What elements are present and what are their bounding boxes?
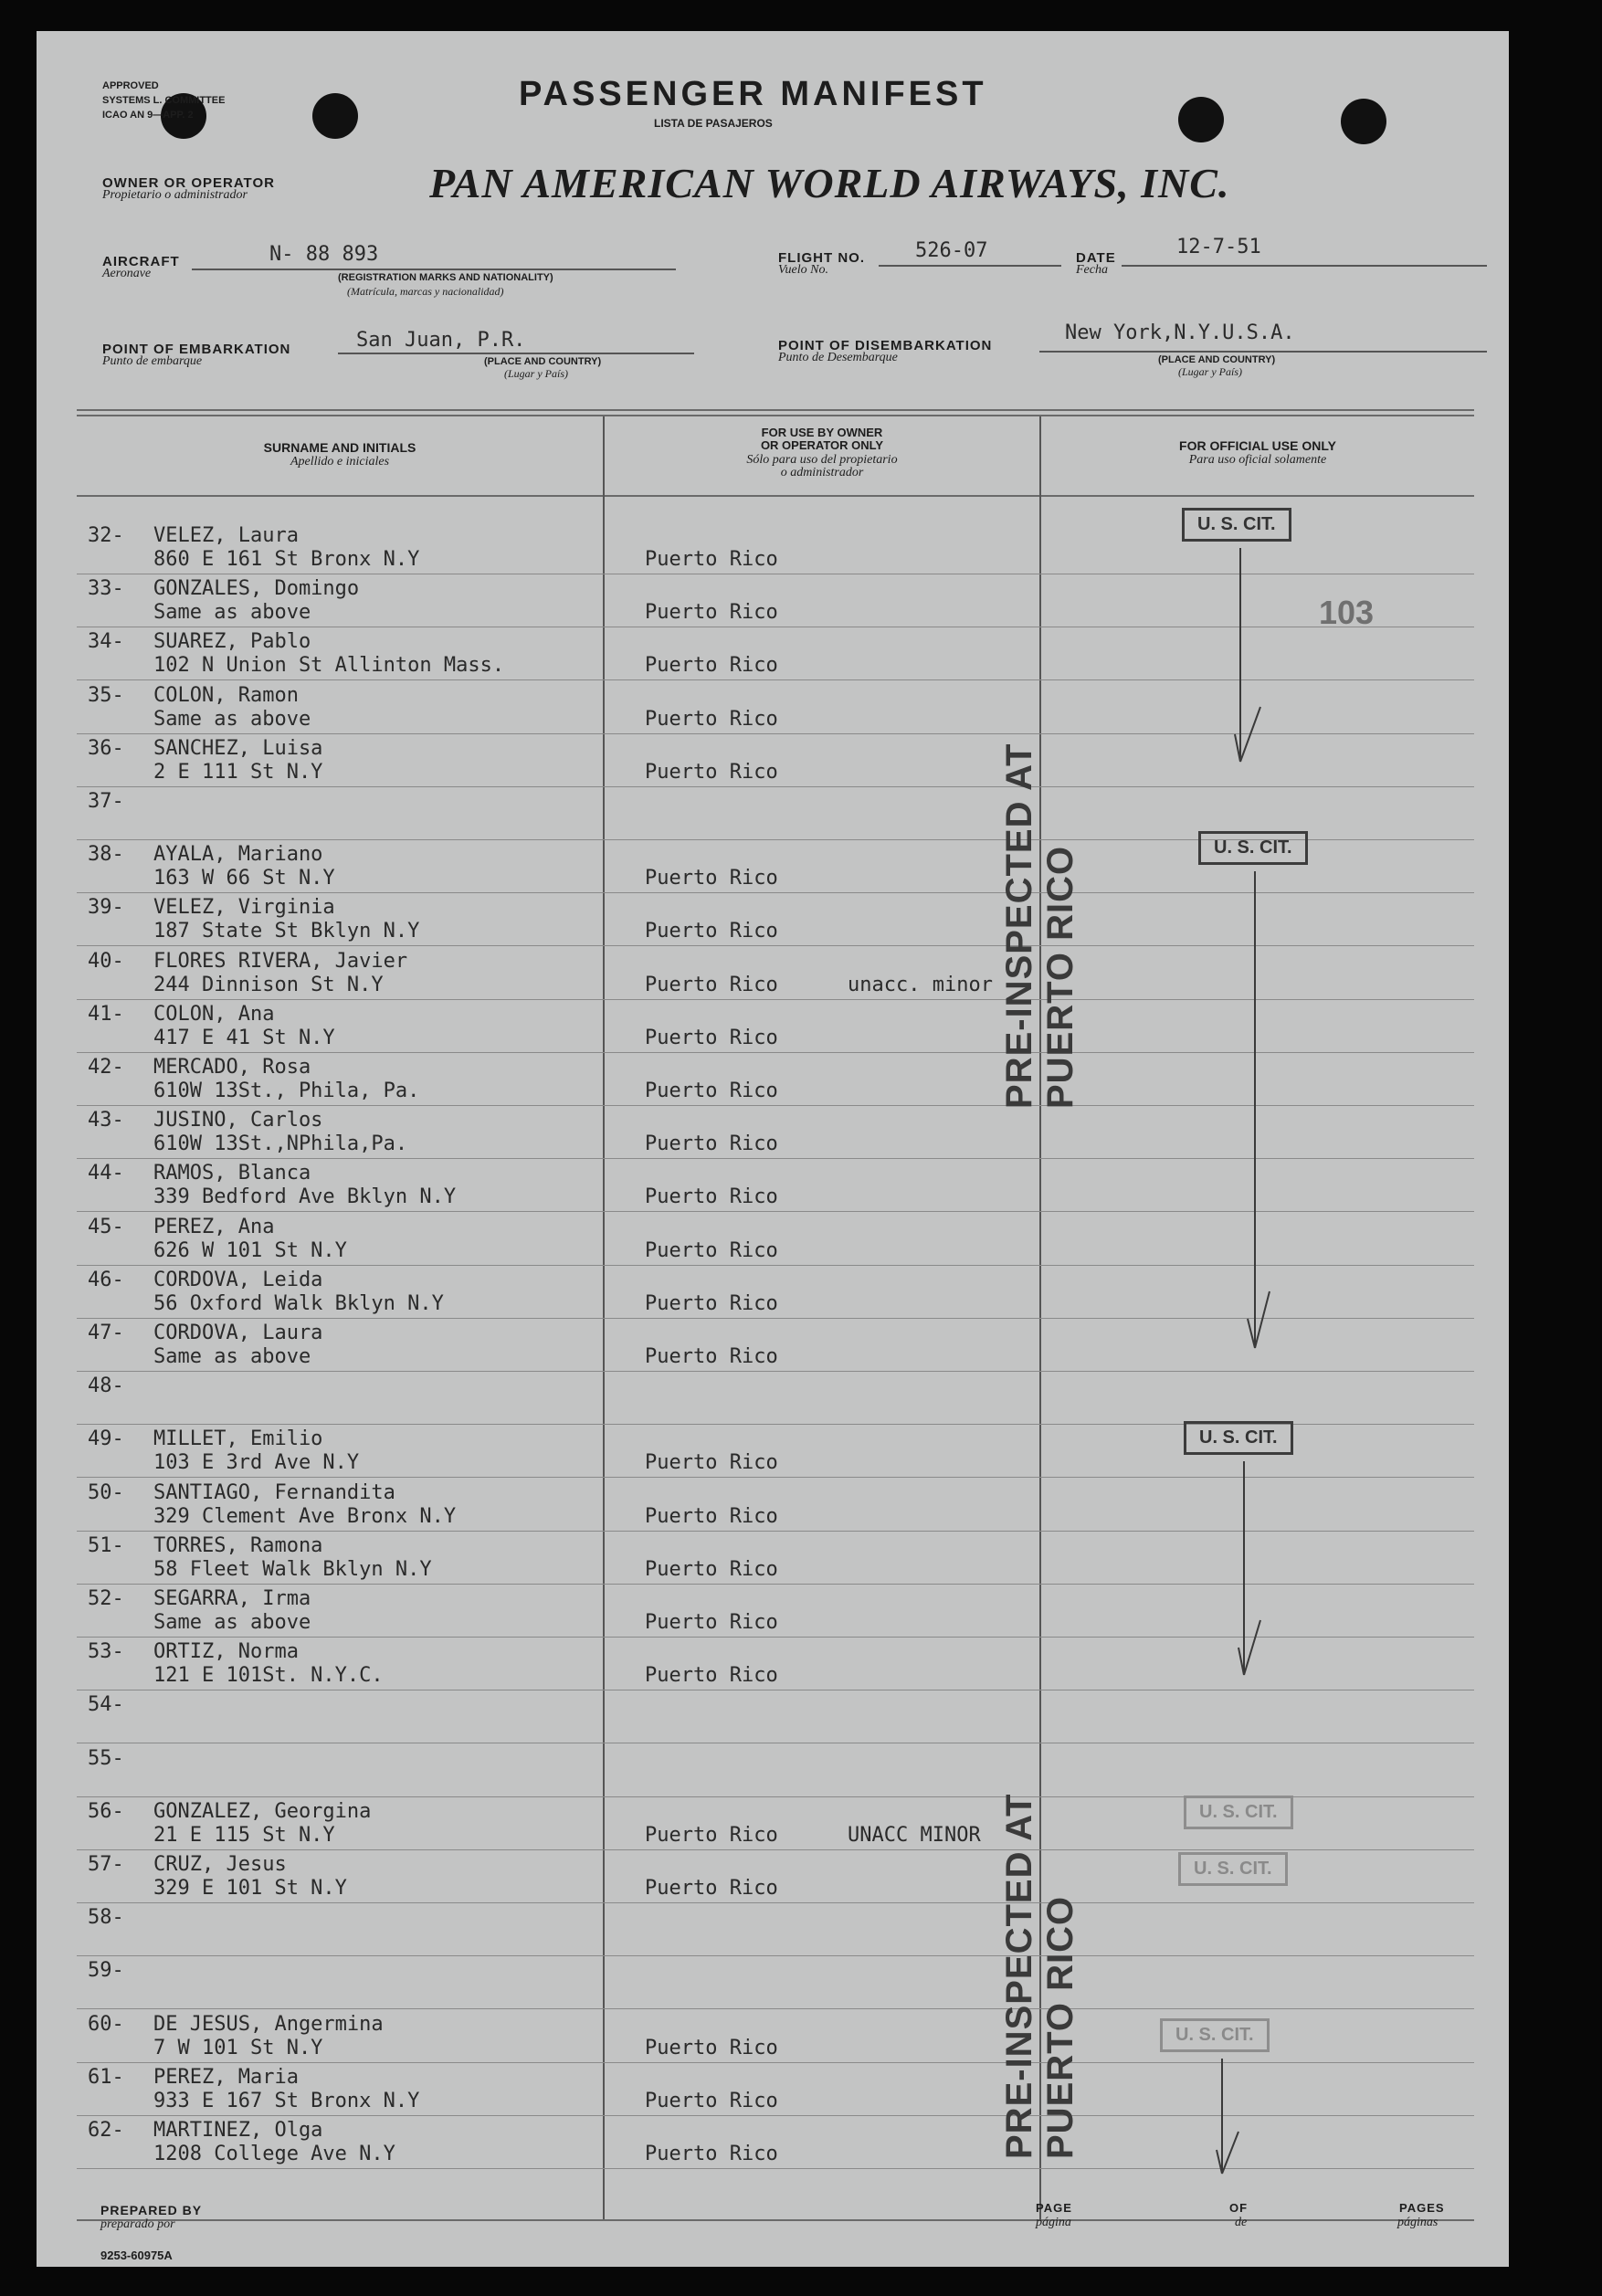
passenger-country: Puerto Rico	[645, 601, 778, 624]
row-number: 61-	[88, 2066, 124, 2089]
passenger-address: 626 W 101 St N.Y	[153, 1239, 347, 1262]
preinspected-stamp-lower: PRE-INSPECTED AT PUERTO RICO	[999, 1793, 1080, 2159]
passenger-name: SUAREZ, Pablo	[153, 630, 311, 653]
page-title-es: LISTA DE PASAJEROS	[654, 117, 773, 130]
flight-label-es: Vuelo No.	[778, 263, 828, 277]
pages-label: PAGES	[1399, 2201, 1445, 2215]
passenger-address: 103 E 3rd Ave N.Y	[153, 1451, 360, 1474]
passenger-name: TORRES, Ramona	[153, 1534, 323, 1557]
disembarkation-label: POINT OF DISEMBARKATION	[778, 338, 993, 353]
row-number: 45-	[88, 1216, 124, 1238]
aircraft-sublabel-es: (Matrícula, marcas y nacionalidad)	[347, 285, 504, 298]
page-label-es: página	[1036, 2216, 1071, 2229]
passenger-name: CORDOVA, Leida	[153, 1269, 323, 1291]
row-number: 47-	[88, 1322, 124, 1344]
flight-value: 526-07	[915, 239, 988, 262]
passenger-name: COLON, Ramon	[153, 684, 299, 707]
passenger-country: Puerto Rico	[645, 1611, 778, 1634]
row-number: 37-	[88, 790, 124, 813]
row-number: 51-	[88, 1534, 124, 1557]
row-number: 42-	[88, 1056, 124, 1079]
row-number: 56-	[88, 1800, 124, 1823]
column-header-owner-es2: o administrador	[780, 466, 864, 479]
passenger-address: Same as above	[153, 601, 311, 624]
passenger-country: Puerto Rico	[645, 1558, 778, 1581]
aircraft-value: N- 88 893	[269, 243, 379, 266]
passenger-name: AYALA, Mariano	[153, 843, 323, 866]
row-number: 49-	[88, 1427, 124, 1450]
passenger-address: 102 N Union St Allinton Mass.	[153, 654, 505, 677]
approval-line-2: SYSTEMS L. COMMITTEE	[102, 95, 226, 106]
passenger-country: Puerto Rico	[645, 1185, 778, 1208]
row-number: 32-	[88, 524, 124, 547]
date-value: 12-7-51	[1176, 236, 1261, 258]
passenger-name: CRUZ, Jesus	[153, 1853, 287, 1876]
embarkation-sublabel: (PLACE AND COUNTRY)	[484, 356, 602, 367]
passenger-name: PEREZ, Maria	[153, 2066, 299, 2089]
passenger-note: unacc. minor	[848, 974, 993, 996]
row-number: 50-	[88, 1481, 124, 1504]
passenger-name: COLON, Ana	[153, 1003, 275, 1026]
check-mark-icon	[1248, 871, 1270, 1348]
check-mark-icon	[1235, 548, 1260, 762]
row-number: 55-	[88, 1747, 124, 1770]
passenger-address: 610W 13St.,NPhila,Pa.	[153, 1132, 408, 1155]
date-label: DATE	[1076, 250, 1116, 266]
row-number: 52-	[88, 1587, 124, 1610]
owner-label: OWNER OR OPERATOR	[102, 175, 275, 191]
approval-line-3: ICAO AN 9—APP. 2	[102, 110, 194, 121]
embarkation-label-es: Punto de embarque	[102, 354, 203, 368]
passenger-name: SANCHEZ, Luisa	[153, 737, 323, 760]
passenger-country: Puerto Rico	[645, 2143, 778, 2165]
row-number: 59-	[88, 1959, 124, 1982]
column-header-official-es: Para uso oficial solamente	[1188, 453, 1327, 467]
row-number: 60-	[88, 2013, 124, 2036]
row-number: 57-	[88, 1853, 124, 1876]
passenger-address: 339 Bedford Ave Bklyn N.Y	[153, 1185, 457, 1208]
passenger-country: Puerto Rico	[645, 1080, 778, 1102]
manifest-page	[37, 31, 1509, 2267]
row-number: 53-	[88, 1640, 124, 1663]
row-number: 40-	[88, 950, 124, 973]
passenger-address: 187 State St Bklyn N.Y	[153, 920, 420, 943]
passenger-name: ORTIZ, Norma	[153, 1640, 299, 1663]
passenger-country: Puerto Rico	[645, 1824, 778, 1847]
row-number: 54-	[88, 1693, 124, 1716]
aircraft-sublabel: (REGISTRATION MARKS AND NATIONALITY)	[338, 272, 553, 283]
disembarkation-sublabel: (PLACE AND COUNTRY)	[1158, 354, 1276, 365]
passenger-country: Puerto Rico	[645, 867, 778, 890]
disembarkation-value: New York,N.Y.U.S.A.	[1065, 321, 1295, 344]
passenger-country: Puerto Rico	[645, 761, 778, 784]
passenger-address: Same as above	[153, 1611, 311, 1634]
airline-logo-text: PAN AMERICAN WORLD AIRWAYS, INC.	[429, 160, 1230, 206]
prepared-label: PREPARED BY	[100, 2203, 203, 2217]
row-number: 58-	[88, 1906, 124, 1929]
row-number: 46-	[88, 1269, 124, 1291]
column-header-owner-l2: OR OPERATOR ONLY	[760, 438, 884, 452]
passenger-name: GONZALES, Domingo	[153, 577, 360, 600]
date-label-es: Fecha	[1076, 263, 1108, 277]
aircraft-label: AIRCRAFT	[102, 254, 180, 269]
row-number: 48-	[88, 1374, 124, 1397]
passenger-country: Puerto Rico	[645, 2090, 778, 2112]
check-mark-icon	[1217, 2059, 1238, 2174]
passenger-address: 329 E 101 St N.Y	[153, 1877, 347, 1900]
row-number: 33-	[88, 577, 124, 600]
approval-line-1: APPROVED	[102, 80, 159, 91]
us-citizen-stamp: U. S. CIT.	[1160, 2018, 1270, 2052]
embarkation-sublabel-es: (Lugar y País)	[504, 367, 568, 380]
check-mark-icon	[1238, 1461, 1260, 1675]
us-citizen-stamp: U. S. CIT.	[1178, 1852, 1288, 1886]
passenger-country: Puerto Rico	[645, 920, 778, 943]
us-citizen-stamp: U. S. CIT.	[1182, 508, 1291, 542]
passenger-country: Puerto Rico	[645, 1027, 778, 1049]
passenger-name: SEGARRA, Irma	[153, 1587, 311, 1610]
prepared-label-es: preparado por	[100, 2217, 175, 2231]
passenger-address: 860 E 161 St Bronx N.Y	[153, 548, 420, 571]
passenger-address: 610W 13St., Phila, Pa.	[153, 1080, 420, 1102]
footer-rule	[77, 2219, 1474, 2221]
passenger-name: VELEZ, Virginia	[153, 896, 335, 919]
passenger-address: 933 E 167 St Bronx N.Y	[153, 2090, 420, 2112]
passenger-address: 58 Fleet Walk Bklyn N.Y	[153, 1558, 432, 1581]
passenger-name: MILLET, Emilio	[153, 1427, 323, 1450]
passenger-country: Puerto Rico	[645, 654, 778, 677]
row-number: 35-	[88, 684, 124, 707]
passenger-country: Puerto Rico	[645, 1451, 778, 1474]
row-number: 39-	[88, 896, 124, 919]
passenger-name: MARTINEZ, Olga	[153, 2119, 323, 2142]
passenger-address: 1208 College Ave N.Y	[153, 2143, 395, 2165]
column-header-official: FOR OFFICIAL USE ONLY	[1179, 438, 1336, 453]
column-header-surname: SURNAME AND INITIALS	[263, 440, 416, 455]
of-label: OF	[1229, 2201, 1249, 2215]
aircraft-label-es: Aeronave	[102, 267, 152, 280]
pages-label-es: páginas	[1397, 2216, 1439, 2229]
disembarkation-label-es: Punto de Desembarque	[778, 351, 898, 364]
passenger-address: 21 E 115 St N.Y	[153, 1824, 335, 1847]
passenger-country: Puerto Rico	[645, 548, 778, 571]
passenger-country: Puerto Rico	[645, 1345, 778, 1368]
passenger-country: Puerto Rico	[645, 974, 778, 996]
embarkation-label: POINT OF EMBARKATION	[102, 342, 291, 357]
row-number: 62-	[88, 2119, 124, 2142]
column-header-owner-es1: Sólo para uso del propietario	[746, 453, 898, 467]
us-citizen-stamp: U. S. CIT.	[1184, 1796, 1293, 1829]
passenger-country: Puerto Rico	[645, 1877, 778, 1900]
official-bracket-lines	[37, 31, 1509, 2267]
passenger-name: MERCADO, Rosa	[153, 1056, 311, 1079]
us-citizen-stamp: U. S. CIT.	[1184, 1421, 1293, 1455]
passenger-address: 56 Oxford Walk Bklyn N.Y	[153, 1292, 444, 1315]
row-number: 44-	[88, 1162, 124, 1185]
passenger-address: Same as above	[153, 1345, 311, 1368]
passenger-country: Puerto Rico	[645, 1292, 778, 1315]
passenger-address: 2 E 111 St N.Y	[153, 761, 323, 784]
preinspected-stamp-upper: PRE-INSPECTED AT PUERTO RICO	[999, 743, 1080, 1109]
column-header-owner-l1: FOR USE BY OWNER	[761, 426, 883, 439]
row-number: 36-	[88, 737, 124, 760]
page-title: PASSENGER MANIFEST	[519, 75, 987, 113]
passenger-address: 163 W 66 St N.Y	[153, 867, 335, 890]
row-number: 41-	[88, 1003, 124, 1026]
passenger-name: GONZALEZ, Georgina	[153, 1800, 372, 1823]
owner-label-es: Propietario o administrador	[102, 188, 248, 202]
passenger-country: Puerto Rico	[645, 1505, 778, 1528]
passenger-name: DE JESUS, Angermina	[153, 2013, 384, 2036]
embarkation-value: San Juan, P.R.	[356, 329, 526, 352]
passenger-name: RAMOS, Blanca	[153, 1162, 311, 1185]
column-header-surname-es: Apellido e iniciales	[290, 455, 390, 469]
passenger-country: Puerto Rico	[645, 708, 778, 731]
flight-label: FLIGHT NO.	[778, 250, 865, 266]
passenger-country: Puerto Rico	[645, 1239, 778, 1262]
row-number: 43-	[88, 1109, 124, 1132]
passenger-name: FLORES RIVERA, Javier	[153, 950, 408, 973]
page-label: PAGE	[1036, 2201, 1072, 2215]
form-number: 9253-60975A	[100, 2249, 173, 2262]
of-label-es: de	[1235, 2216, 1248, 2229]
passenger-count-stamp: 103	[1319, 594, 1375, 631]
row-number: 34-	[88, 630, 124, 653]
us-citizen-stamp: U. S. CIT.	[1198, 831, 1308, 865]
passenger-address: 7 W 101 St N.Y	[153, 2037, 323, 2059]
passenger-name: SANTIAGO, Fernandita	[153, 1481, 395, 1504]
disembarkation-sublabel-es: (Lugar y País)	[1178, 365, 1242, 378]
passenger-address: 329 Clement Ave Bronx N.Y	[153, 1505, 457, 1528]
passenger-address: 244 Dinnison St N.Y	[153, 974, 384, 996]
passenger-name: VELEZ, Laura	[153, 524, 299, 547]
passenger-address: 417 E 41 St N.Y	[153, 1027, 335, 1049]
passenger-name: JUSINO, Carlos	[153, 1109, 323, 1132]
row-number: 38-	[88, 843, 124, 866]
passenger-name: CORDOVA, Laura	[153, 1322, 323, 1344]
passenger-address: Same as above	[153, 708, 311, 731]
passenger-note: UNACC MINOR	[848, 1824, 981, 1847]
passenger-country: Puerto Rico	[645, 1132, 778, 1155]
passenger-country: Puerto Rico	[645, 2037, 778, 2059]
passenger-address: 121 E 101St. N.Y.C.	[153, 1664, 384, 1687]
passenger-country: Puerto Rico	[645, 1664, 778, 1687]
passenger-name: PEREZ, Ana	[153, 1216, 275, 1238]
